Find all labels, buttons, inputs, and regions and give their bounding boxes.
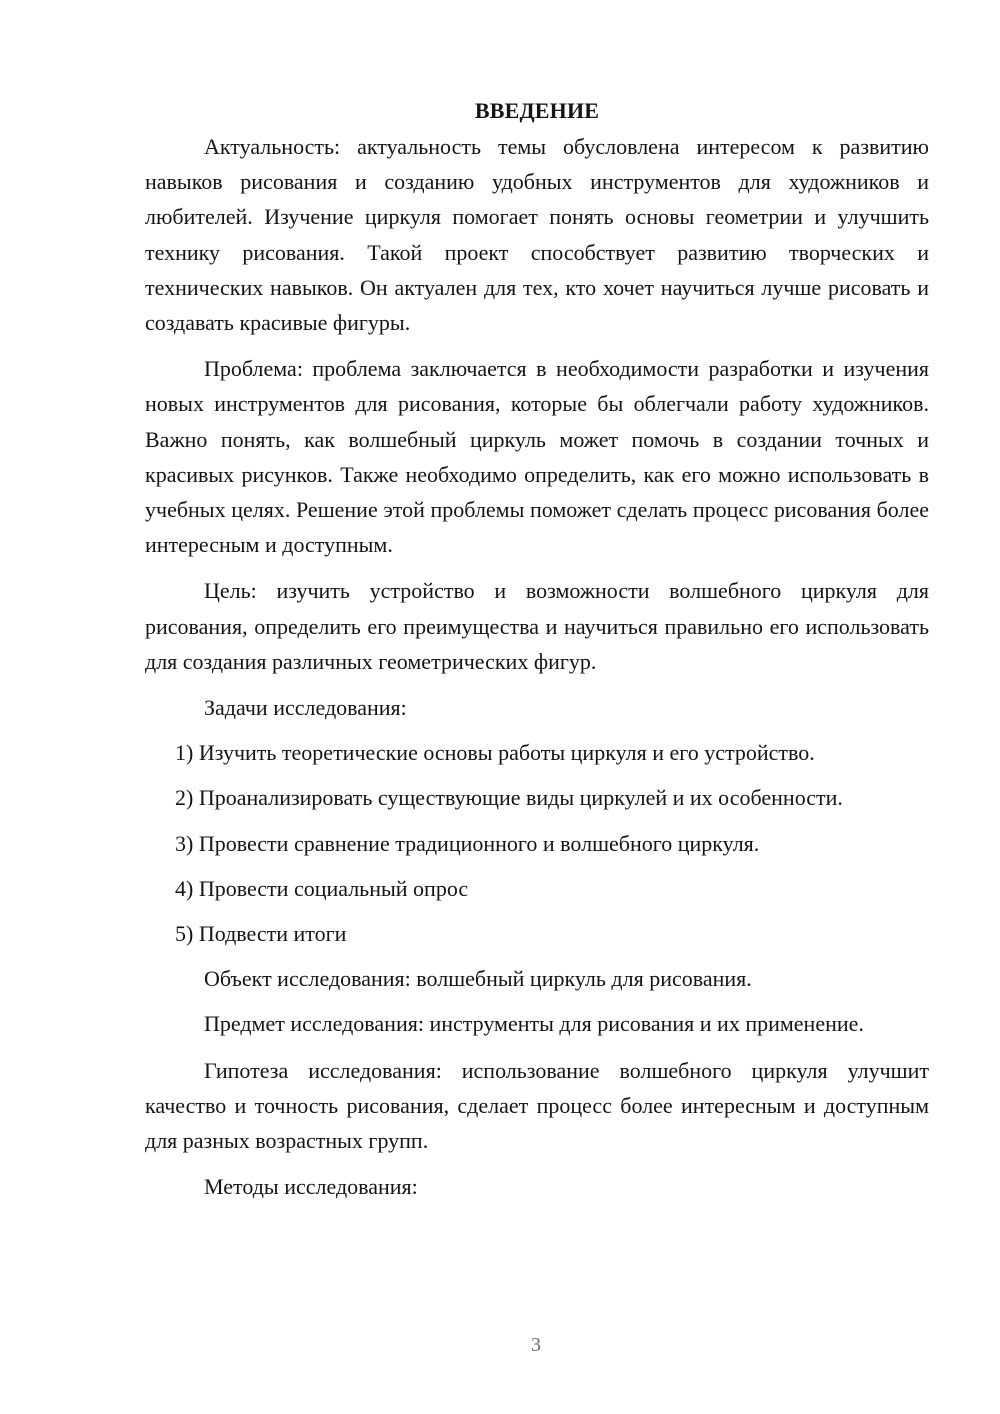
problem-paragraph: Проблема: проблема заключается в необходимости разработки и изучения новых инструментов для рисования, которые бы облегчали работу художников. Важно понять, как волшебный циркуль может помочь в создании точных и красивых рисунков. Также необходимо определить, как его можно использовать в учебных целях. Решение этой проблемы поможет сделать процесс рисования более интересным и доступным.: [145, 356, 929, 558]
tasks-list: [145, 735, 929, 951]
task-item-1: 1) Изучить теоретические основы работы циркуля и его устройство.: [175, 740, 815, 766]
page-title: ВВЕДЕНИЕ: [474, 98, 600, 123]
methods-heading: Методы исследования:: [204, 1174, 418, 1200]
page-number: 3: [531, 1334, 541, 1356]
subject-paragraph: Предмет исследования: инструменты для рисования и их применение.: [204, 1011, 864, 1037]
tasks-heading: Задачи исследования:: [204, 695, 407, 721]
page-content: [145, 94, 929, 1214]
task-item-3: 3) Провести сравнение традиционного и волшебного циркуля.: [175, 830, 760, 856]
object-paragraph: Объект исследования: волшебный циркуль для рисования.: [204, 966, 752, 992]
goal-paragraph: Цель: изучить устройство и возможности волшебного циркуля для рисования, определить его преимущества и научиться правильно его использовать для создания различных геометрических фигур.: [145, 578, 929, 674]
hypothesis-paragraph: Гипотеза исследования: использование волшебного циркуля улучшит качество и точность рисования, сделает процесс более интересным и доступным для разных возрастных групп.: [145, 1057, 929, 1154]
task-item-5: 5) Подвести итоги: [175, 921, 347, 947]
relevance-paragraph: Актуальность: актуальность темы обусловлена интересом к развитию навыков рисования и созданию удобных инструментов для художников и любителей. Изучение циркуля помогает понять основы геометрии и улучшить технику рисования. Такой проект способствует развитию творческих и технических навыков. Он актуален для тех, кто хочет научиться лучше рисовать и создавать красивые фигуры.: [145, 134, 929, 336]
task-item-4: 4) Провести социальный опрос: [175, 875, 469, 901]
task-item-2: 2) Проанализировать существующие виды циркулей и их особенности.: [175, 785, 843, 811]
